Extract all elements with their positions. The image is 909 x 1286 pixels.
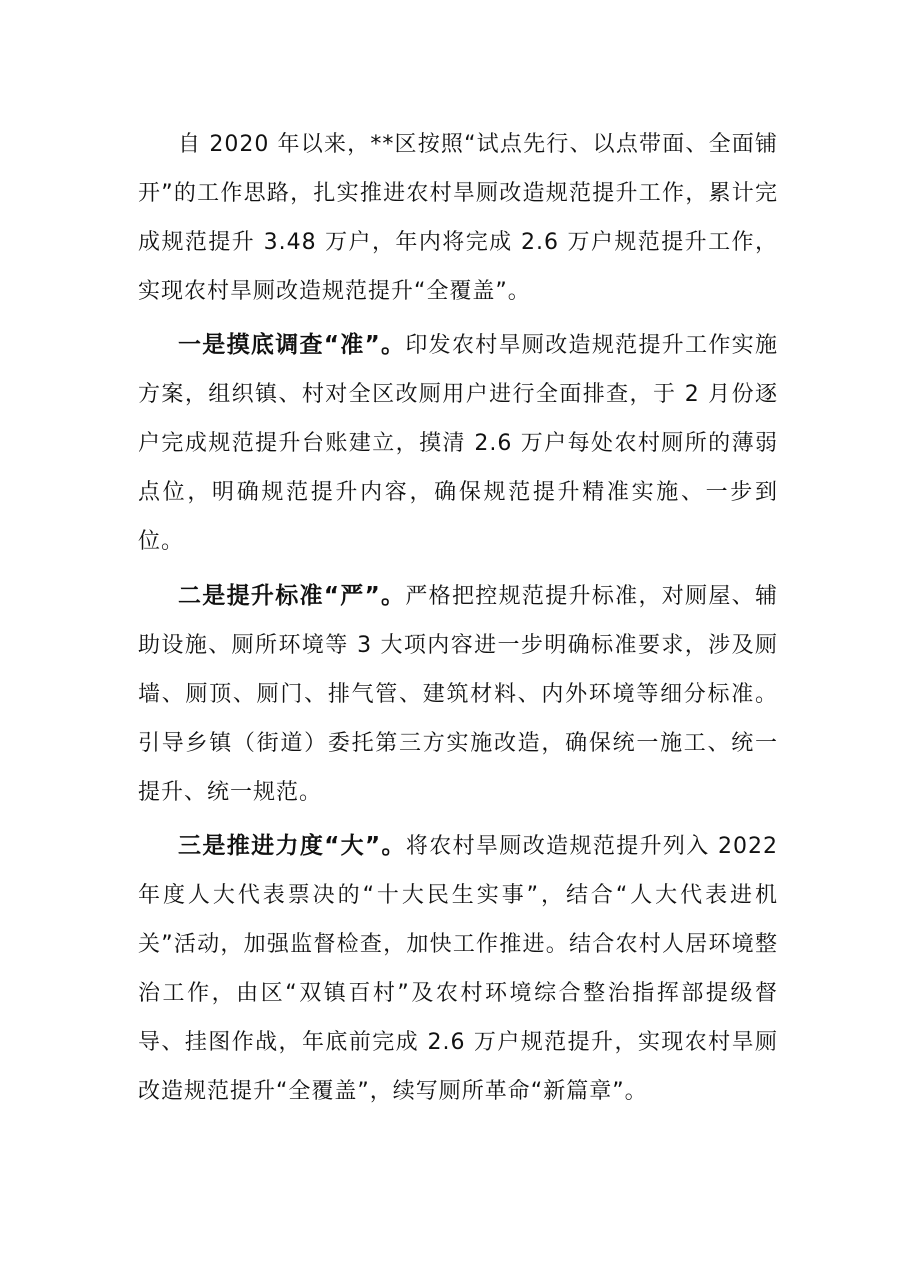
section-paragraph-survey xyxy=(138,321,778,566)
section-body-progress: 将农村旱厕改造规范提升列入 2022 年度人大代表票决的“十大民生实事”，结合“人大代表进机关”活动，加强监督检查，加快工作推进。结合农村人居环境整治工作，由区“双镇百村”及农村环境综合整治指挥部提级督导、挂图作战，年底前完成 2.6 万户规范提升，实现农村旱厕改造规范提升“全覆盖”，续写厕所革命“新篇章”。 xyxy=(138,834,779,1104)
intro-text: 自 2020 年以来，**区按照“试点先行、以点带面、全面铺开”的工作思路，扎实推进农村旱厕改造规范提升工作，累计完成规范提升 3.48 万户，年内将完成 2.6 万户规范提升工作，实现农村旱厕改造规范提升“全覆盖”。 xyxy=(138,132,778,304)
section-body-standard: 严格把控规范提升标准，对厕屋、辅助设施、厕所环境等 3 大项内容进一步明确标准要求，涉及厕墙、厕顶、厕门、排气管、建筑材料、内外环境等细分标准。引导乡镇（街道）委托第三方实施改造，确保统一施工、统一提升、统一规范。 xyxy=(138,584,778,805)
section-heading-progress: 三是推进力度“大”。 xyxy=(178,833,406,859)
section-heading-survey: 一是摸底调查“准”。 xyxy=(178,332,406,358)
section-paragraph-standard xyxy=(138,572,778,817)
section-body-survey: 印发农村旱厕改造规范提升工作实施方案，组织镇、村对全区改厕用户进行全面排查，于 2 月份逐户完成规范提升台账建立，摸清 2.6 万户每处农村厕所的薄弱点位，明确规范提升内容，确保规范提升精准实施、一步到位。 xyxy=(138,333,778,554)
intro-paragraph xyxy=(138,120,778,316)
section-paragraph-progress xyxy=(138,822,778,1116)
section-heading-standard: 二是提升标准“严”。 xyxy=(178,583,406,609)
